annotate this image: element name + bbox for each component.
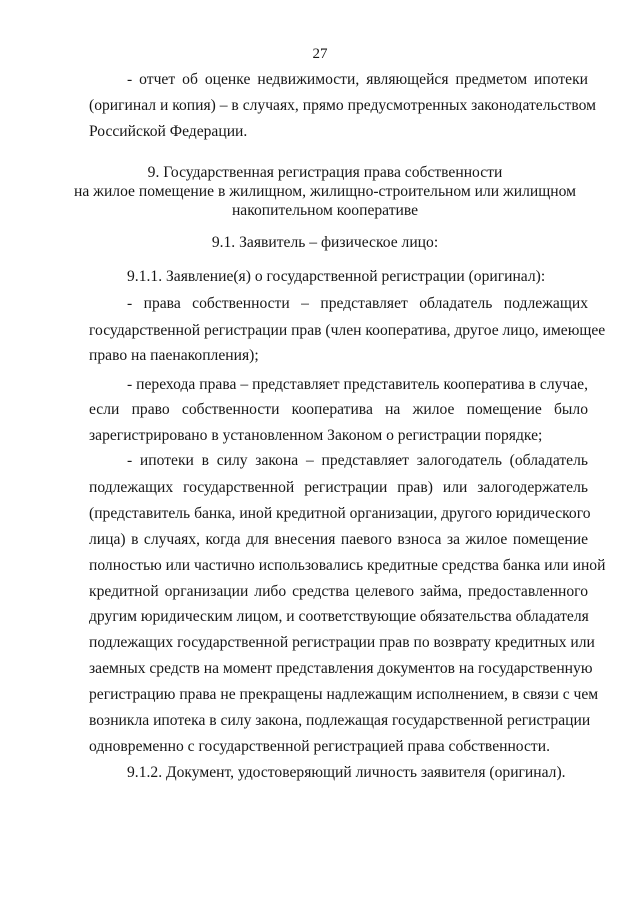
paragraph-line: (оригинал и копия) – в случаях, прямо предусмотренных законодательством (89, 97, 596, 114)
paragraph-line: кредитной организации либо средства целевого займа, предоставленного (89, 583, 588, 600)
paragraph-line: полностью или частично использовались кредитные средства банка или иной (89, 557, 606, 574)
paragraph-line: одновременно с государственной регистрацией права собственности. (89, 738, 550, 755)
clause-heading: 9.1.2. Документ, удостоверяющий личность заявителя (оригинал). (127, 764, 566, 781)
paragraph-line: зарегистрировано в установленном Законом о регистрации порядке; (89, 427, 543, 444)
paragraph-line: - ипотеки в силу закона – представляет залогодатель (обладатель (127, 452, 588, 469)
paragraph-line: - права собственности – представляет обладатель подлежащих (127, 295, 588, 312)
paragraph-line: подлежащих государственной регистрации прав по возврату кредитных или (89, 634, 595, 651)
paragraph-line: другим юридическим лицом, и соответствующие обязательства обладателя (89, 608, 589, 625)
paragraph-line: подлежащих государственной регистрации прав) или залогодержатель (89, 479, 588, 496)
section-heading: накопительном кооперативе (231, 202, 419, 219)
clause-heading: 9.1.1. Заявление(я) о государственной регистрации (оригинал): (127, 268, 546, 285)
paragraph-line: возникла ипотека в силу закона, подлежащая государственной регистрации (89, 712, 591, 729)
paragraph-line: регистрацию права не прекращены надлежащим исполнением, в связи с чем (89, 686, 599, 703)
paragraph-line: - перехода права – представляет представитель кооператива в случае, (127, 376, 588, 393)
subsection-heading: 9.1. Заявитель – физическое лицо: (211, 234, 439, 251)
paragraph-line: лица) в случаях, когда для внесения паевого взноса за жилое помещение (89, 531, 588, 548)
paragraph-line: право на паенакопления); (89, 347, 259, 364)
section-heading: 9. Государственная регистрация права собственности (147, 164, 503, 181)
paragraph-line: (представитель банка, иной кредитной организации, другого юридического (89, 505, 591, 522)
page-number: 27 (312, 46, 328, 62)
section-heading: на жилое помещение в жилищном, жилищно-строительном или жилищном (74, 183, 576, 200)
paragraph-line: Российской Федерации. (89, 123, 248, 140)
paragraph-line: - отчет об оценке недвижимости, являющейся предметом ипотеки (127, 71, 588, 88)
paragraph-line: государственной регистрации прав (член кооператива, другое лицо, имеющее (89, 322, 606, 339)
paragraph-line: если право собственности кооператива на жилое помещение было (89, 401, 588, 418)
paragraph-line: заемных средств на момент представления документов на государственную (89, 660, 593, 677)
